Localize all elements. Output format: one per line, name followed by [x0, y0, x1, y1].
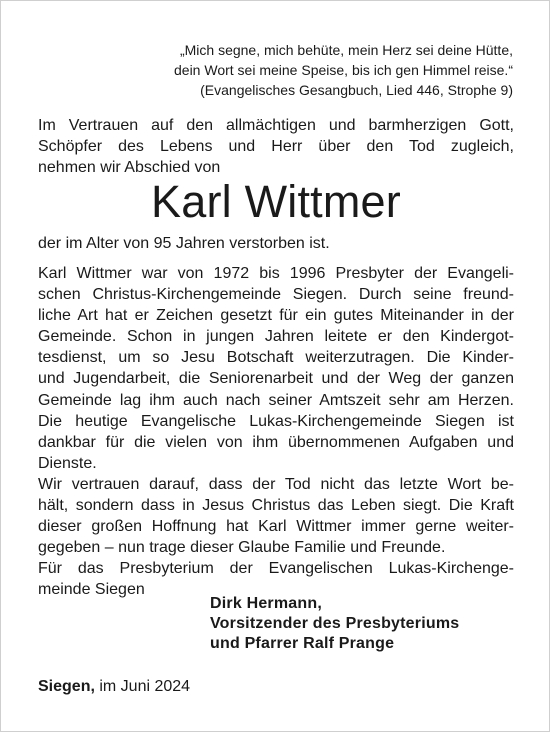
body-line: Gemeinde. Schon in jungen Jahren leitete er den Kindergot- [38, 328, 514, 346]
hymn-quote [121, 40, 513, 100]
signature-line: und Pfarrer Ralf Prange [210, 635, 395, 652]
body-line: Für das Presbyterium der Evangelischen Lukas-Kirchenge- [38, 560, 514, 578]
deceased-name: Karl Wittmer [151, 176, 401, 227]
intro-line: Schöpfer des Lebens und Herr über den Tod zugleich, [38, 138, 514, 155]
place-date [38, 677, 190, 697]
quote-source: (Evangelisches Gesangbuch, Lied 446, Strophe 9) [200, 82, 513, 98]
obituary-body [38, 263, 514, 601]
body-line: Wir vertrauen darauf, dass der Tod nicht das letzte Wort be- [38, 475, 514, 493]
intro-paragraph [38, 115, 514, 178]
quote-line: „Mich segne, mich behüte, mein Herz sei deine Hütte, [179, 42, 513, 58]
signature-block [210, 594, 459, 654]
place-city: Siegen, [38, 678, 95, 695]
date-text: im Juni 2024 [94, 678, 191, 695]
intro-line: nehmen wir Abschied von [38, 159, 221, 176]
body-line: tesdienst, um so Jesu Botschaft weiterzutragen. Die Kinder- [38, 349, 514, 367]
intro-line: Im Vertrauen auf den allmächtigen und barmherzigen Gott, [38, 117, 514, 134]
body-line: Gemeinde lag ihm auch nach seiner Amtszeit sehr am Herzen. [38, 391, 514, 409]
body-line: dankbar für die vielen von ihm übernommenen Aufgaben und [38, 433, 514, 451]
body-line: Die heutige Evangelische Lukas-Kirchengemeinde Siegen ist [38, 412, 514, 430]
quote-line: dein Wort sei meine Speise, bis ich gen Himmel reise.“ [174, 62, 513, 78]
body-line: Karl Wittmer war von 1972 bis 1996 Presbyter der Evangeli- [38, 265, 514, 282]
body-line: hält, sondern dass in Jesus Christus das Leben siegt. Die Kraft [38, 497, 514, 515]
signature-line: Vorsitzender des Presbyteriums [210, 615, 460, 632]
body-line: gegeben – nun trage dieser Glaube Familie und Freunde. [38, 539, 446, 557]
body-line: Dienste. [38, 454, 97, 472]
age-line: der im Alter von 95 Jahren verstorben ist. [38, 235, 330, 252]
body-line: meinde Siegen [38, 581, 145, 599]
body-line: und Jugendarbeit, die Seniorenarbeit und der Weg der ganzen [38, 370, 514, 388]
body-line: dieser großen Hoffnung hat Karl Wittmer immer gerne weiter- [38, 518, 514, 536]
body-line: schen Christus-Kirchengemeinde Siegen. Durch seine freund- [38, 286, 514, 304]
body-line: liche Art hat er Zeichen gesetzt für ein gutes Miteinander in der [38, 307, 514, 325]
signature-line: Dirk Hermann, [210, 595, 322, 612]
